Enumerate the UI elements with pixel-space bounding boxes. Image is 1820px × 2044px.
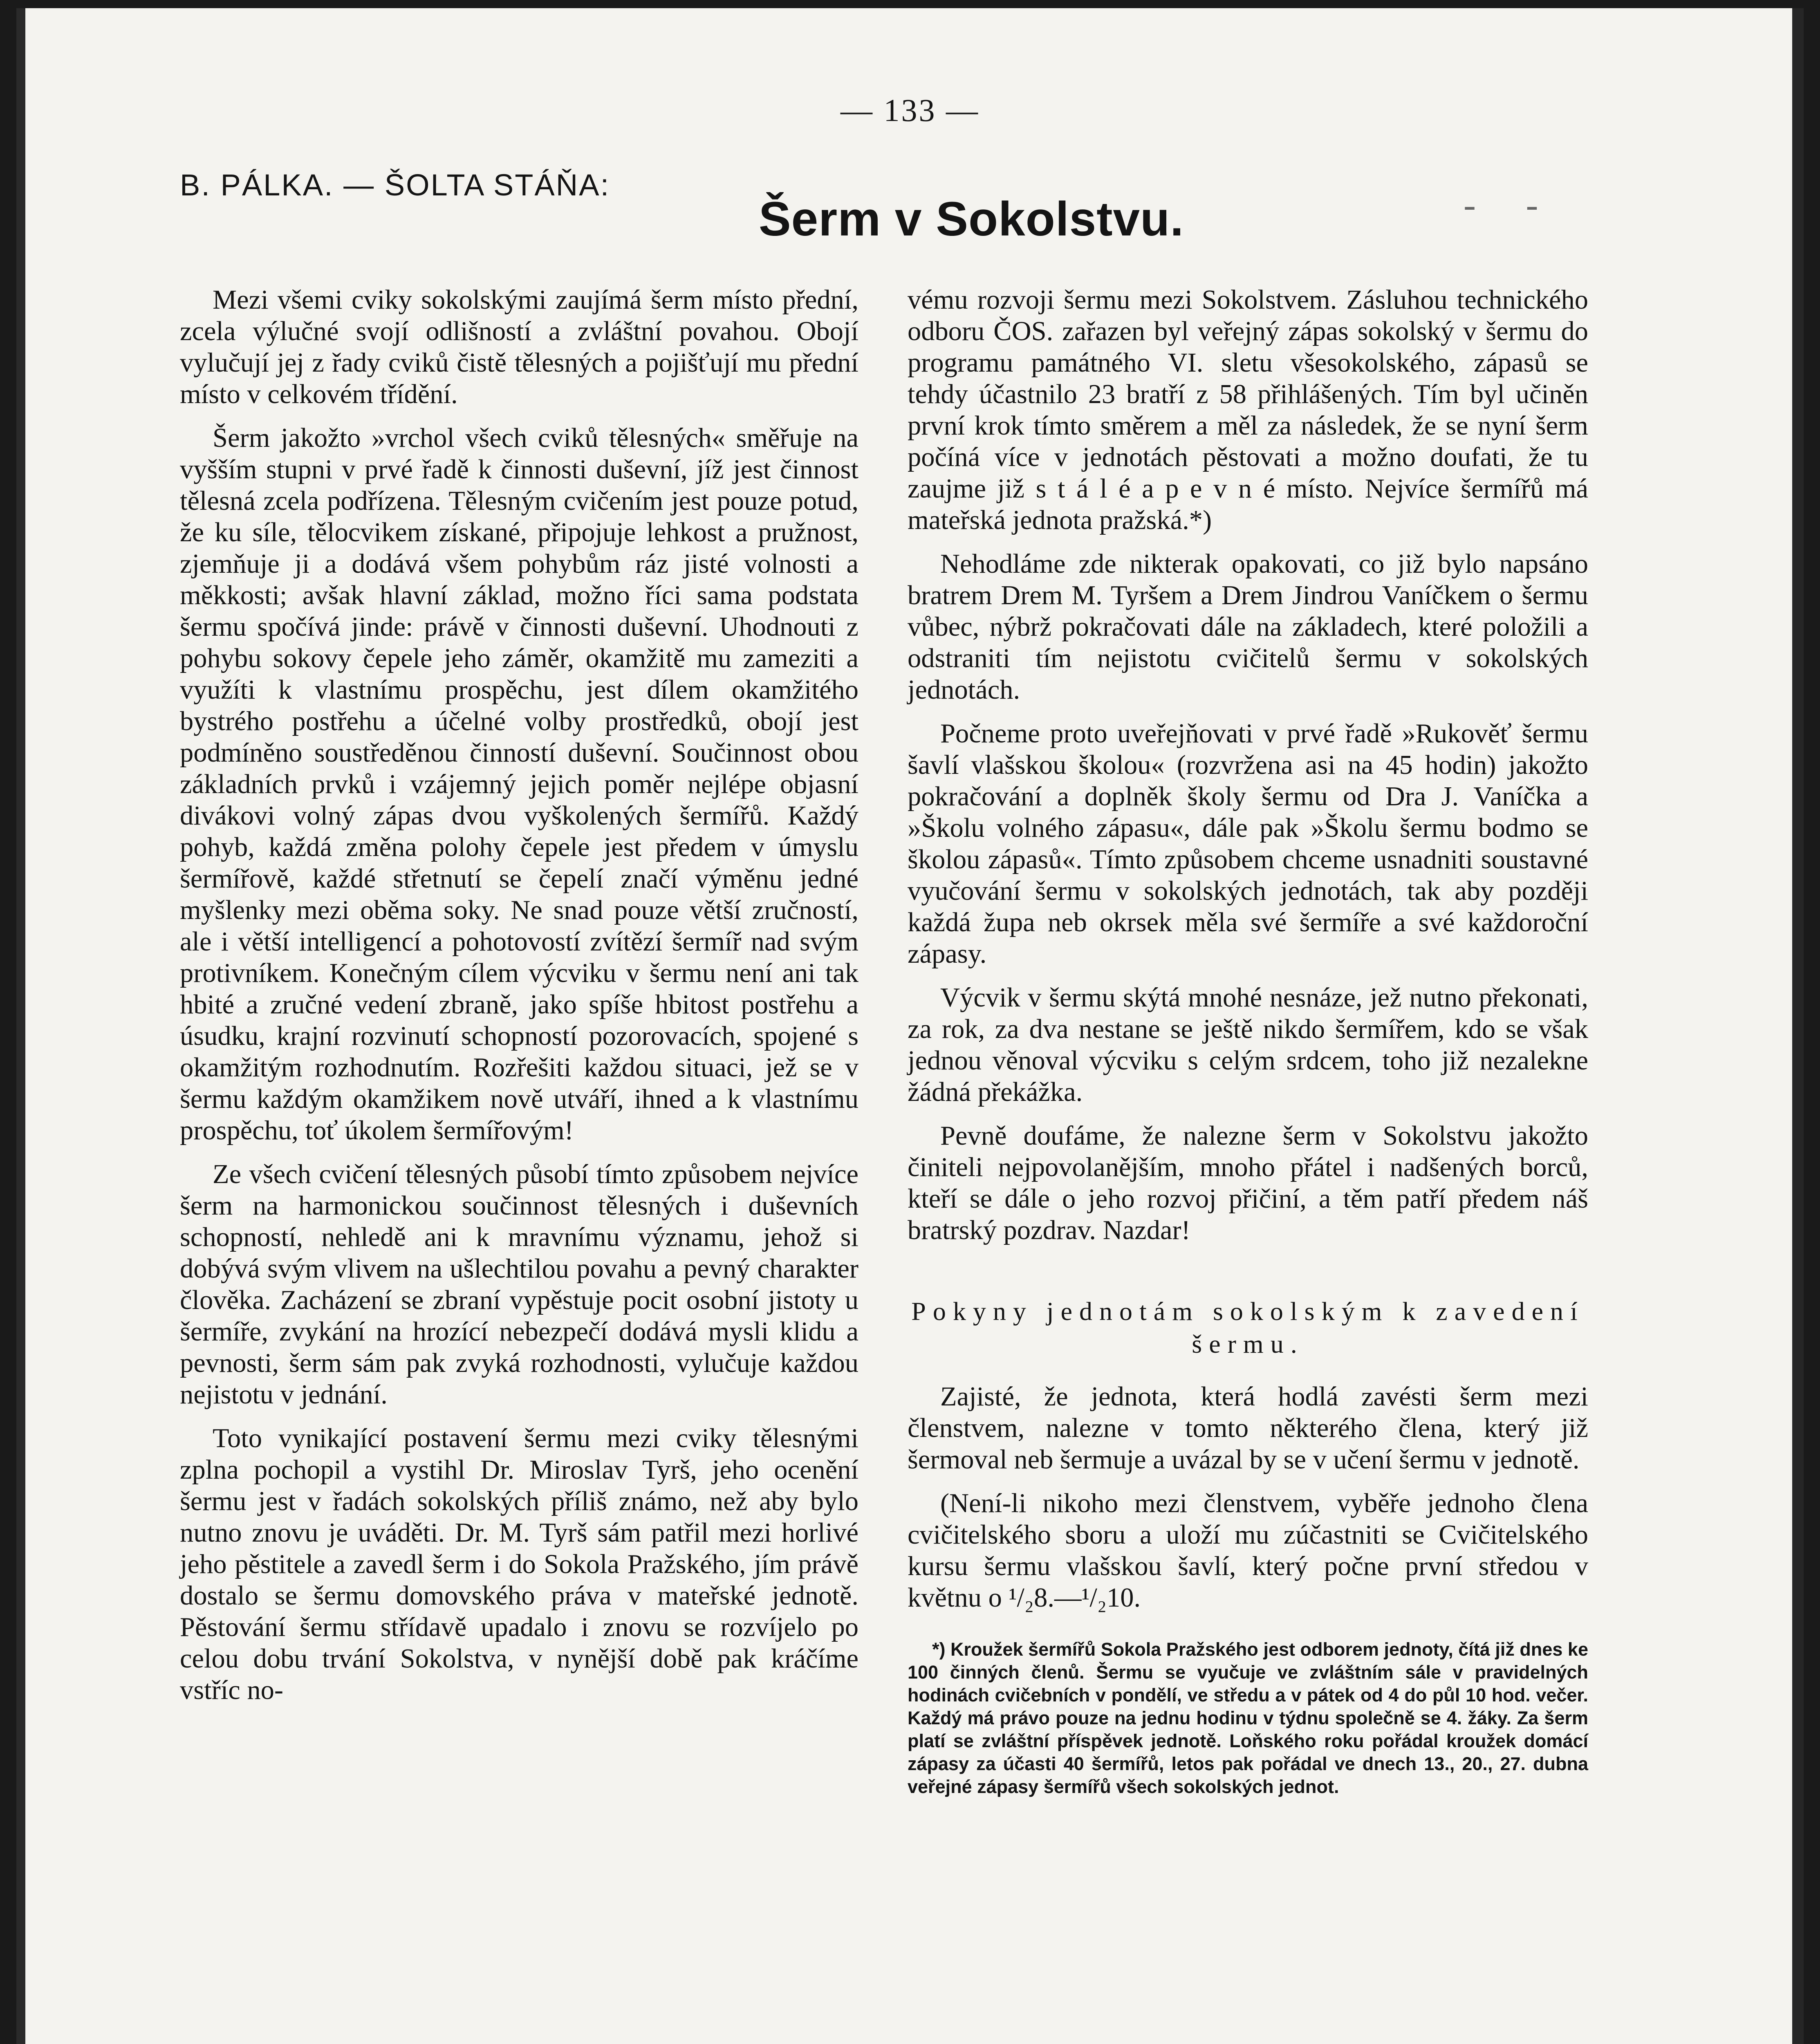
page-number: — 133 — xyxy=(841,92,979,128)
authors-line: B. PÁLKA. — ŠOLTA STÁŇA: xyxy=(180,168,610,202)
paragraph: Počneme proto uveřejňovati v prvé řadě »Rukověť šermu šavlí vlašskou školou« (rozvržena asi na 45 hodin) jakožto pokračování a doplněk školy šermu od Dra J. Vaníčka a »Školu volného zápasu«, dále pak »Školu šermu bodmo se školou zápasů«. Tímto způsobem chceme usnadniti soustavné vyučování šermu v sokolských jednotách, tak aby později každá župa neb okrsek měla své šermíře a své každoroční zápasy. xyxy=(908,719,1588,969)
paragraph: Ze všech cvičení tělesných působí tímto způsobem nejvíce šerm na harmonickou součinnost tělesných i duševních schopností, nehledě ani k mravnímu významu, jehož si dobývá svým vlivem na ušlechtilou povahu a pevný charakter člověka. Zacházení se zbraní vypěstuje pocit osobní jistoty u šermíře, zvykání na hrozící nebezpečí dodává mysli klidu a pevnosti, šerm sám pak zvyká rozhodnosti, vylučuje každou nejistotu v jednání. xyxy=(180,1159,858,1410)
right-column xyxy=(908,284,1588,1798)
left-column xyxy=(180,284,858,1706)
paragraph: Výcvik v šermu skýtá mnohé nesnáze, jež nutno překonati, za rok, za dva nestane se ještě nikdo šermířem, kdo se však jednou věnoval výcviku s celým srdcem, toho již nezalekne žádná překážka. xyxy=(908,983,1588,1107)
paragraph: Zajisté, že jednota, která hodlá zavésti šerm mezi členstvem, nalezne v tomto některého člena, který již šermoval neb šermuje a uvázal by se v učení šermu v jednotě. xyxy=(908,1382,1588,1475)
article-title: Šerm v Sokolstvu. xyxy=(758,192,1184,246)
scan-marks: - - xyxy=(1464,185,1559,225)
section-heading: Pokyny jednotám sokolským k zavedení šermu. xyxy=(911,1297,1585,1358)
paragraph: (Není-li nikoho mezi členstvem, vyběře jednoho člena cvičitelského sboru a uloží mu zúčastniti se Cvičitelského kursu šermu vlašskou šavlí, který počne první středou v květnu o ¹/₂8.—¹/₂10. xyxy=(908,1488,1588,1613)
footnote: *) Kroužek šermířů Sokola Pražského jest odborem jednoty, čítá již dnes ke 100 činných členů. Šermu se vyučuje ve zvláštním sále v pravidelných hodinách cvičebních v pondělí, ve středu a v pátek od 4 do půl 10 hod. večer. Každý má právo pouze na jednu hodinu v týdnu společně se 4. žáky. Za šerm platí se zvláštní příspěvek jednotě. Loňského roku pořádal kroužek domácí zápasy za účasti 40 šermířů, letos pak pořádal ve dnech 13., 20., 27. dubna veřejné zápasy šermířů všech sokolských jednot. xyxy=(908,1639,1588,1797)
scan-border-right xyxy=(1792,8,1804,2044)
scanned-page xyxy=(16,8,1804,2044)
paragraph: Šerm jakožto »vrchol všech cviků tělesných« směřuje na vyšším stupni v prvé řadě k činnosti duševní, jíž jest činnost tělesná zcela podřízena. Tělesným cvičením jest pouze potud, že ku síle, tělocvikem získané, připojuje lehkost a pružnost, zjemňuje ji a dodává všem pohybům ráz jisté volnosti a měkkosti; avšak hlavní základ, možno říci sama podstata šermu spočívá jinde: právě v činnosti duševní. Uhodnouti z pohybu sokovy čepele jeho záměr, okamžitě mu zameziti a využíti k vlastnímu prospěchu, jest dílem okamžitého bystrého postřehu a účelné volby prostředků, obojí jest podmíněno soustředěnou činností duševní. Součinnost obou základních prvků i vzájemný jejich poměr nejlépe objasní divákovi volný zápas dvou vyškolených šermířů. Každý pohyb, každá změna polohy čepele jest předem v úmyslu šermířově, každé střetnutí se čepelí značí výměnu jedné myšlenky mezi oběma soky. Ne snad pouze větší zručností, ale i větší intelligencí a pohotovostí zvítězí šermíř nad svým protivníkem. Konečným cílem výcviku v šermu není ani tak hbité a zručné vedení zbraně, jako spíše hbitost postřehu a úsudku, krajní rozvinutí schopností pozorovacích, spojené s okamžitým rozhodnutím. Rozřešiti každou situaci, jež se v šermu každým okamžikem nově utváří, ihned a k vlastnímu prospěchu, toť úkolem šermířovým! xyxy=(180,423,858,1145)
paragraph: Pevně doufáme, že nalezne šerm v Sokolstvu jakožto činiteli nejpovolanějším, mnoho přátel i nadšených borců, kteří se dále o jeho rozvoj přičiní, a těm patří předem náš bratrský pozdrav. Nazdar! xyxy=(908,1121,1588,1245)
scan-border-left xyxy=(16,8,25,2044)
paragraph: Nehodláme zde nikterak opakovati, co již bylo napsáno bratrem Drem M. Tyršem a Drem Jindrou Vaníčkem o šermu vůbec, nýbrž pokračovati dále na základech, které položili a odstraniti tím nejistotu cvičitelů šermu v sokolských jednotách. xyxy=(908,549,1588,705)
paragraph: vému rozvoji šermu mezi Sokolstvem. Zásluhou technického odboru ČOS. zařazen byl veřejný zápas sokolský v šermu do programu památného VI. sletu všesokolského, zápasů se tehdy účastnilo 23 bratří z 58 přihlášených. Tím byl učiněn první krok tímto směrem a měl za následek, že se nyní šerm počíná více v jednotách pěstovati a možno doufati, že tu zaujme již s t á l é a p e v n é místo. Nejvíce šermířů má mateřská jednota pražská.*) xyxy=(908,285,1588,535)
paragraph: Mezi všemi cviky sokolskými zaujímá šerm místo přední, zcela výlučné svojí odlišností a zvláštní povahou. Obojí vylučují jej z řady cviků čistě tělesných a pojišťují mu přední místo v celkovém třídění. xyxy=(180,285,858,409)
paragraph: Toto vynikající postavení šermu mezi cviky tělesnými zplna pochopil a vystihl Dr. Miroslav Tyrš, jeho ocenění šermu jest v řadách sokolských příliš známo, než aby bylo nutno znovu je uváděti. Dr. M. Tyrš sám patřil mezi horlivé jeho pěstitele a zavedl šerm i do Sokola Pražského, jím právě dostalo se šermu domovského práva v mateřské jednotě. Pěstování šermu střídavě upadalo i znovu se rozvíjelo po celou dobu trvání Sokolstva, v nynější době pak kráčíme vstříc no- xyxy=(180,1423,858,1705)
